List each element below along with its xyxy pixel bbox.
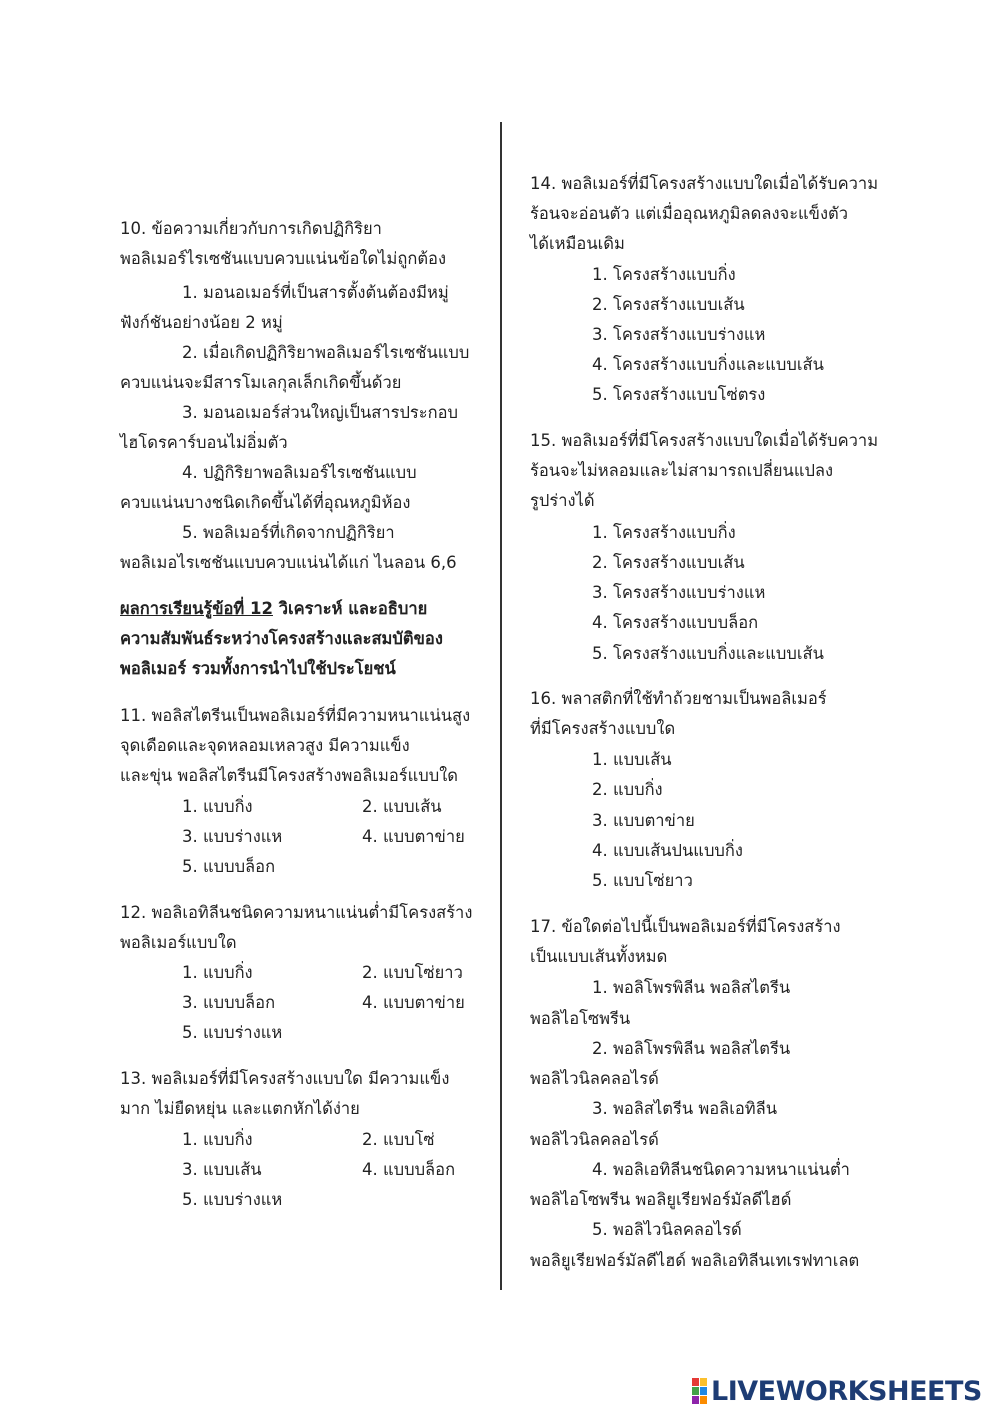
option-4[interactable]: 4. แบบตาข่าย [362, 993, 465, 1012]
question-stem: 17. ข้อใดต่อไปนี้เป็นพอลิเมอร์ที่มีโครงสร้าง [530, 917, 841, 936]
option-4[interactable]: 4. แบบตาข่าย [362, 827, 465, 846]
option-2[interactable]: 2. โครงสร้างแบบเส้น [592, 295, 745, 314]
option-5[interactable]: 5. แบบโซ่ยาว [592, 871, 693, 890]
option-1[interactable]: 1. แบบกิ่ง [182, 1130, 253, 1149]
option-3[interactable]: 3. แบบบล็อก [182, 993, 276, 1012]
option-1[interactable]: 1. แบบกิ่ง [182, 963, 253, 982]
option-5-cont: พอลิยูเรียฟอร์มัลดีไฮด์ พอลิเอทิลีนเทเรฟทาเลต [530, 1251, 860, 1270]
column-divider [500, 122, 502, 1290]
option-3-cont: พอลิไวนิลคลอไรด์ [530, 1130, 659, 1149]
option-2[interactable]: 2. โครงสร้างแบบเส้น [592, 553, 745, 572]
option-3[interactable]: 3. แบบตาข่าย [592, 811, 695, 830]
option-4-cont: พอลิไอโซพรีน พอลิยูเรียฟอร์มัลดีไฮด์ [530, 1190, 792, 1209]
question-stem: พอลิเมอร์แบบใด [120, 933, 237, 952]
option-5[interactable]: 5. พอลิเมอร์ที่เกิดจากปฏิกิริยา [182, 523, 395, 542]
question-stem: 13. พอลิเมอร์ที่มีโครงสร้างแบบใด มีความแข็ง [120, 1069, 450, 1088]
option-5[interactable]: 5. โครงสร้างแบบโซ่ตรง [592, 385, 766, 404]
option-3-cont: ไฮโดรคาร์บอนไม่อิ่มตัว [120, 433, 288, 452]
question-stem: ได้เหมือนเดิม [530, 234, 625, 253]
option-1-cont: พอลิไอโซพรีน [530, 1009, 631, 1028]
option-5[interactable]: 5. แบบบล็อก [182, 857, 276, 876]
outcome-line-1 [120, 598, 427, 620]
question-stem: 10. ข้อความเกี่ยวกับการเกิดปฏิกิริยา [120, 219, 382, 238]
option-3[interactable]: 3. โครงสร้างแบบร่างแห [592, 583, 766, 602]
question-stem: เป็นแบบเส้นทั้งหมด [530, 947, 668, 966]
question-stem: และขุ่น พอลิสไตรีนมีโครงสร้างพอลิเมอร์แบบใด [120, 766, 459, 785]
option-5-cont: พอลิเมอไรเซชันแบบควบแน่นได้แก่ ไนลอน 6,6 [120, 553, 457, 572]
option-5[interactable]: 5. แบบร่างแห [182, 1023, 283, 1042]
option-4[interactable]: 4. แบบเส้นปนแบบกิ่ง [592, 841, 743, 860]
question-stem: รูปร่างได้ [530, 491, 595, 510]
option-2-cont: ควบแน่นจะมีสารโมเลกุลเล็กเกิดขึ้นด้วย [120, 373, 402, 392]
option-3[interactable]: 3. โครงสร้างแบบร่างแห [592, 325, 766, 344]
option-3[interactable]: 3. พอลิสไตรีน พอลิเอทิลีน [592, 1099, 778, 1118]
option-1[interactable]: 1. โครงสร้างแบบกิ่ง [592, 265, 736, 284]
question-stem: 11. พอลิสไตรีนเป็นพอลิเมอร์ที่มีความหนาแน่นสูง [120, 706, 471, 725]
option-2[interactable]: 2. พอลิโพรพิลีน พอลิสไตรีน [592, 1039, 791, 1058]
question-stem: ร้อนจะอ่อนตัว แต่เมื่ออุณหภูมิลดลงจะแข็งตัว [530, 204, 849, 223]
option-2[interactable]: 2. แบบโซ่ยาว [362, 963, 463, 982]
option-1[interactable]: 1. มอนอเมอร์ที่เป็นสารตั้งต้นต้องมีหมู่ [182, 283, 449, 302]
question-stem: 14. พอลิเมอร์ที่มีโครงสร้างแบบใดเมื่อได้รับความ [530, 174, 879, 193]
logo-text: LIVEWORKSHEETS [711, 1375, 982, 1407]
option-1[interactable]: 1. แบบเส้น [592, 750, 672, 769]
option-2[interactable]: 2. เมื่อเกิดปฏิกิริยาพอลิเมอร์ไรเซชันแบบ [182, 343, 470, 362]
option-3[interactable]: 3. แบบเส้น [182, 1160, 262, 1179]
liveworksheets-logo-icon [692, 1378, 707, 1404]
question-stem: 12. พอลิเอทิลีนชนิดความหนาแน่นต่ำมีโครงสร้าง [120, 903, 473, 922]
option-2[interactable]: 2. แบบกิ่ง [592, 780, 663, 799]
question-stem: 15. พอลิเมอร์ที่มีโครงสร้างแบบใดเมื่อได้รับความ [530, 431, 879, 450]
question-stem: มาก ไม่ยืดหยุ่น และแตกหักได้ง่าย [120, 1099, 360, 1118]
option-4[interactable]: 4. แบบบล็อก [362, 1160, 456, 1179]
option-1[interactable]: 1. โครงสร้างแบบกิ่ง [592, 523, 736, 542]
option-4[interactable]: 4. โครงสร้างแบบกิ่งและแบบเส้น [592, 355, 824, 374]
option-2[interactable]: 2. แบบเส้น [362, 797, 442, 816]
question-stem: จุดเดือดและจุดหลอมเหลวสูง มีความแข็ง [120, 736, 410, 755]
outcome-label: ผลการเรียนรู้ข้อที่ 12 [120, 599, 273, 618]
option-5[interactable]: 5. โครงสร้างแบบกิ่งและแบบเส้น [592, 644, 824, 663]
question-stem: 16. พลาสติกที่ใช้ทำถ้วยชามเป็นพอลิเมอร์ [530, 689, 827, 708]
option-5[interactable]: 5. แบบร่างแห [182, 1190, 283, 1209]
option-1[interactable]: 1. พอลิโพรพิลีน พอลิสไตรีน [592, 978, 791, 997]
outcome-line-3: พอลิเมอร์ รวมทั้งการนำไปใช้ประโยชน์ [120, 659, 396, 678]
option-4[interactable]: 4. ปฏิกิริยาพอลิเมอร์ไรเซชันแบบ [182, 463, 417, 482]
option-4[interactable]: 4. พอลิเอทิลีนชนิดความหนาแน่นต่ำ [592, 1160, 850, 1179]
option-2-cont: พอลิไวนิลคลอไรด์ [530, 1069, 659, 1088]
option-1[interactable]: 1. แบบกิ่ง [182, 797, 253, 816]
question-stem: ร้อนจะไม่หลอมและไม่สามารถเปลี่ยนแปลง [530, 461, 834, 480]
option-3[interactable]: 3. มอนอเมอร์ส่วนใหญ่เป็นสารประกอบ [182, 403, 459, 422]
option-4-cont: ควบแน่นบางชนิดเกิดขึ้นได้ที่อุณหภูมิห้อง [120, 493, 411, 512]
option-2[interactable]: 2. แบบโซ่ [362, 1130, 435, 1149]
option-3[interactable]: 3. แบบร่างแห [182, 827, 283, 846]
outcome-line-2: ความสัมพันธ์ระหว่างโครงสร้างและสมบัติของ [120, 629, 443, 648]
option-4[interactable]: 4. โครงสร้างแบบบล็อก [592, 613, 759, 632]
option-5[interactable]: 5. พอลิไวนิลคลอไรด์ [592, 1220, 742, 1239]
question-stem: ที่มีโครงสร้างแบบใด [530, 719, 676, 738]
question-stem: พอลิเมอร์ไรเซชันแบบควบแน่นข้อใดไม่ถูกต้อง [120, 249, 447, 268]
option-1-cont: ฟังก์ชันอย่างน้อย 2 หมู่ [120, 313, 283, 332]
outcome-line-1-rest: วิเคราะห์ และอธิบาย [272, 599, 428, 618]
liveworksheets-logo[interactable] [692, 1374, 982, 1408]
